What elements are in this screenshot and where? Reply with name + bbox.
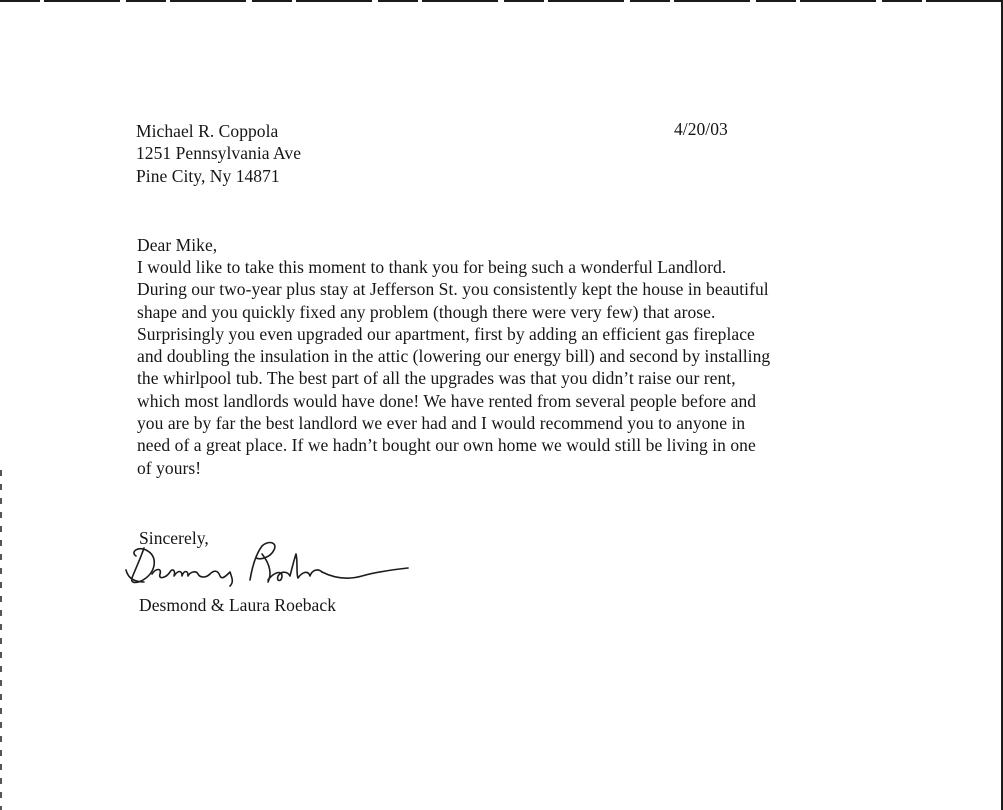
closing: Sincerely, bbox=[139, 528, 209, 548]
body-line: you are by far the best landlord we ever had and I would recommend you to anyone in bbox=[137, 413, 746, 434]
body-line: During our two-year plus stay at Jefferson St. you consistently kept the house in beautiful bbox=[137, 279, 769, 300]
handwritten-signature bbox=[122, 534, 412, 594]
body-line: of yours! bbox=[137, 457, 202, 478]
sender-name: Michael R. Coppola bbox=[136, 121, 279, 141]
body-line: need of a great place. If we hadn’t bought our own home we would still be living in one bbox=[137, 435, 756, 456]
body-line: I would like to take this moment to thank you for being such a wonderful Landlord. bbox=[137, 257, 727, 277]
body-line: which most landlords would have done! We have rented from several people before and bbox=[137, 390, 757, 411]
body-line: Surprisingly you even upgraded our apartment, first by adding an efficient gas fireplace bbox=[137, 323, 755, 344]
body-line: shape and you quickly fixed any problem (though there were very few) that arose. bbox=[137, 301, 716, 322]
signer-name: Desmond & Laura Roeback bbox=[139, 595, 336, 615]
body-line: the whirlpool tub. The best part of all the upgrades was that you didn’t raise our rent, bbox=[137, 368, 736, 389]
scan-edge-top bbox=[0, 0, 1003, 2]
sender-city: Pine City, Ny 14871 bbox=[136, 165, 280, 186]
letter-body bbox=[137, 256, 770, 479]
scan-edge-left bbox=[0, 470, 2, 810]
salutation: Dear Mike, bbox=[137, 235, 218, 255]
sender-address-block bbox=[136, 120, 301, 187]
sender-street: 1251 Pennsylvania Ave bbox=[136, 143, 302, 164]
body-line: and doubling the insulation in the attic (lowering our energy bill) and second by installing bbox=[137, 346, 771, 367]
letter-date: 4/20/03 bbox=[674, 119, 728, 139]
